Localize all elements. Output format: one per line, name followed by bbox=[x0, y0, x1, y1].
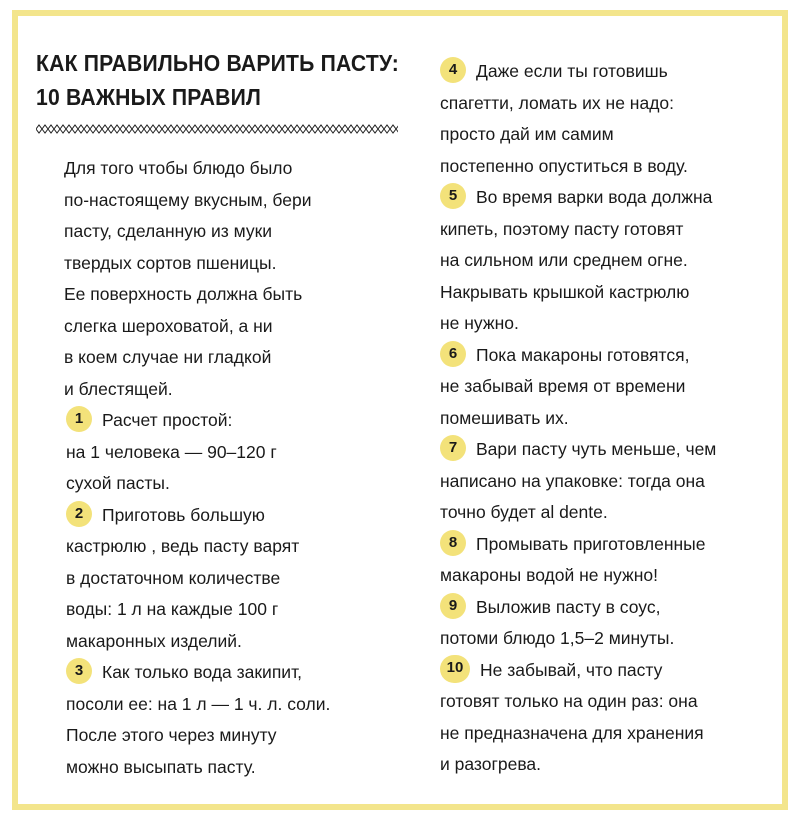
rule-number-badge: 5 bbox=[440, 183, 466, 209]
rule-item-9 bbox=[440, 592, 770, 655]
intro-paragraph bbox=[64, 153, 394, 405]
rule-item-8 bbox=[440, 529, 770, 592]
rule-text-line: написано на упаковке: тогда она bbox=[440, 470, 705, 491]
rule-text-line: Накрывать крышкой кастрюлю bbox=[440, 281, 690, 302]
rule-text-line: не предназначена для хранения bbox=[440, 722, 704, 743]
rule-text-line: макаронных изделий. bbox=[66, 630, 242, 651]
rule-number-badge: 7 bbox=[440, 435, 466, 461]
left-rules-list bbox=[36, 405, 416, 783]
rule-number-badge: 9 bbox=[440, 593, 466, 619]
rule-item-5 bbox=[440, 182, 770, 340]
rule-text-line: После этого через минуту bbox=[66, 725, 277, 745]
rule-text-line: Выложив пасту в соус, bbox=[476, 596, 661, 617]
rule-text-line: не забывай время от времени bbox=[440, 376, 686, 396]
page-title bbox=[36, 46, 400, 114]
rule-number-badge: 3 bbox=[66, 658, 92, 684]
rule-text-line: можно высыпать пасту. bbox=[66, 756, 256, 777]
rule-text-line: посоли ее: на 1 л — 1 ч. л. соли. bbox=[66, 693, 331, 714]
rule-item-6 bbox=[440, 340, 770, 435]
rule-text-line: макароны водой не нужно! bbox=[440, 565, 658, 585]
rule-item-7 bbox=[440, 434, 770, 529]
rule-number-badge: 8 bbox=[440, 530, 466, 556]
rule-number-badge: 2 bbox=[66, 501, 92, 527]
rule-text-line: в достаточном количестве bbox=[66, 567, 281, 588]
rule-text-line: на 1 человека — 90–120 г bbox=[66, 441, 277, 462]
title-line-2: 10 ВАЖНЫХ ПРАВИЛ bbox=[36, 84, 262, 110]
rule-text-line: постепенно опуститься в воду. bbox=[440, 155, 688, 176]
rule-text-line: Как только вода закипит, bbox=[102, 662, 303, 682]
rule-text-line: просто дай им самим bbox=[440, 124, 614, 144]
rule-text-line: Промывать приготовленные bbox=[476, 533, 706, 554]
intro-line: твердых сортов пшеницы. bbox=[64, 252, 277, 273]
rule-text-line: не нужно. bbox=[440, 313, 519, 333]
intro-line: Ее поверхность должна быть bbox=[64, 284, 303, 304]
infographic-frame bbox=[12, 10, 788, 810]
rule-text-line: на сильном или среднем огне. bbox=[440, 250, 688, 270]
rule-text-line: Пока макароны готовятся, bbox=[476, 344, 690, 365]
rule-text-line: воды: 1 л на каждые 100 г bbox=[66, 599, 279, 619]
rule-text-line: помешивать их. bbox=[440, 407, 569, 428]
intro-line: в коем случае ни гладкой bbox=[64, 347, 272, 367]
rule-text-line: сухой пасты. bbox=[66, 473, 170, 493]
rule-number-badge: 1 bbox=[66, 406, 92, 432]
intro-line: пасту, сделанную из муки bbox=[64, 221, 273, 241]
rule-text-line: спагетти, ломать их не надо: bbox=[440, 92, 675, 113]
rule-item-1 bbox=[66, 405, 396, 500]
right-column bbox=[438, 56, 778, 781]
rule-text-line: готовят только на один раз: она bbox=[440, 691, 698, 711]
title-line-1: КАК ПРАВИЛЬНО ВАРИТЬ ПАСТУ: bbox=[36, 50, 400, 76]
left-column bbox=[36, 46, 416, 783]
rule-item-4 bbox=[440, 56, 770, 182]
rule-number-badge: 4 bbox=[440, 57, 466, 83]
rule-item-10 bbox=[440, 655, 770, 781]
rule-item-3 bbox=[66, 657, 396, 783]
rule-text-line: Во время варки вода должна bbox=[476, 187, 713, 207]
rule-text-line: Вари пасту чуть меньше, чем bbox=[476, 439, 717, 459]
rule-text-line: и разогрева. bbox=[440, 754, 542, 774]
rule-text-line: Не забывай, что пасту bbox=[480, 659, 663, 680]
rule-text-line: Даже если ты готовишь bbox=[476, 61, 668, 81]
rule-text-line: Расчет простой: bbox=[102, 410, 233, 430]
rule-text-line: кипеть, поэтому пасту готовят bbox=[440, 218, 684, 239]
rule-number-badge: 10 bbox=[440, 655, 470, 683]
rule-item-2 bbox=[66, 500, 396, 658]
right-rules-list bbox=[438, 56, 778, 781]
rule-text-line: точно будет al dente. bbox=[440, 502, 608, 522]
rule-number-badge: 6 bbox=[440, 341, 466, 367]
rule-text-line: Приготовь большую bbox=[102, 504, 265, 525]
intro-line: Для того чтобы блюдо было bbox=[64, 158, 293, 178]
intro-line: по-настоящему вкусным, бери bbox=[64, 189, 312, 210]
ornamental-divider bbox=[36, 124, 398, 134]
intro-line: слегка шероховатой, а ни bbox=[64, 315, 273, 336]
intro-line: и блестящей. bbox=[64, 378, 173, 399]
rule-text-line: кастрюлю , ведь пасту варят bbox=[66, 536, 300, 556]
rule-text-line: потоми блюдо 1,5–2 минуты. bbox=[440, 628, 675, 648]
